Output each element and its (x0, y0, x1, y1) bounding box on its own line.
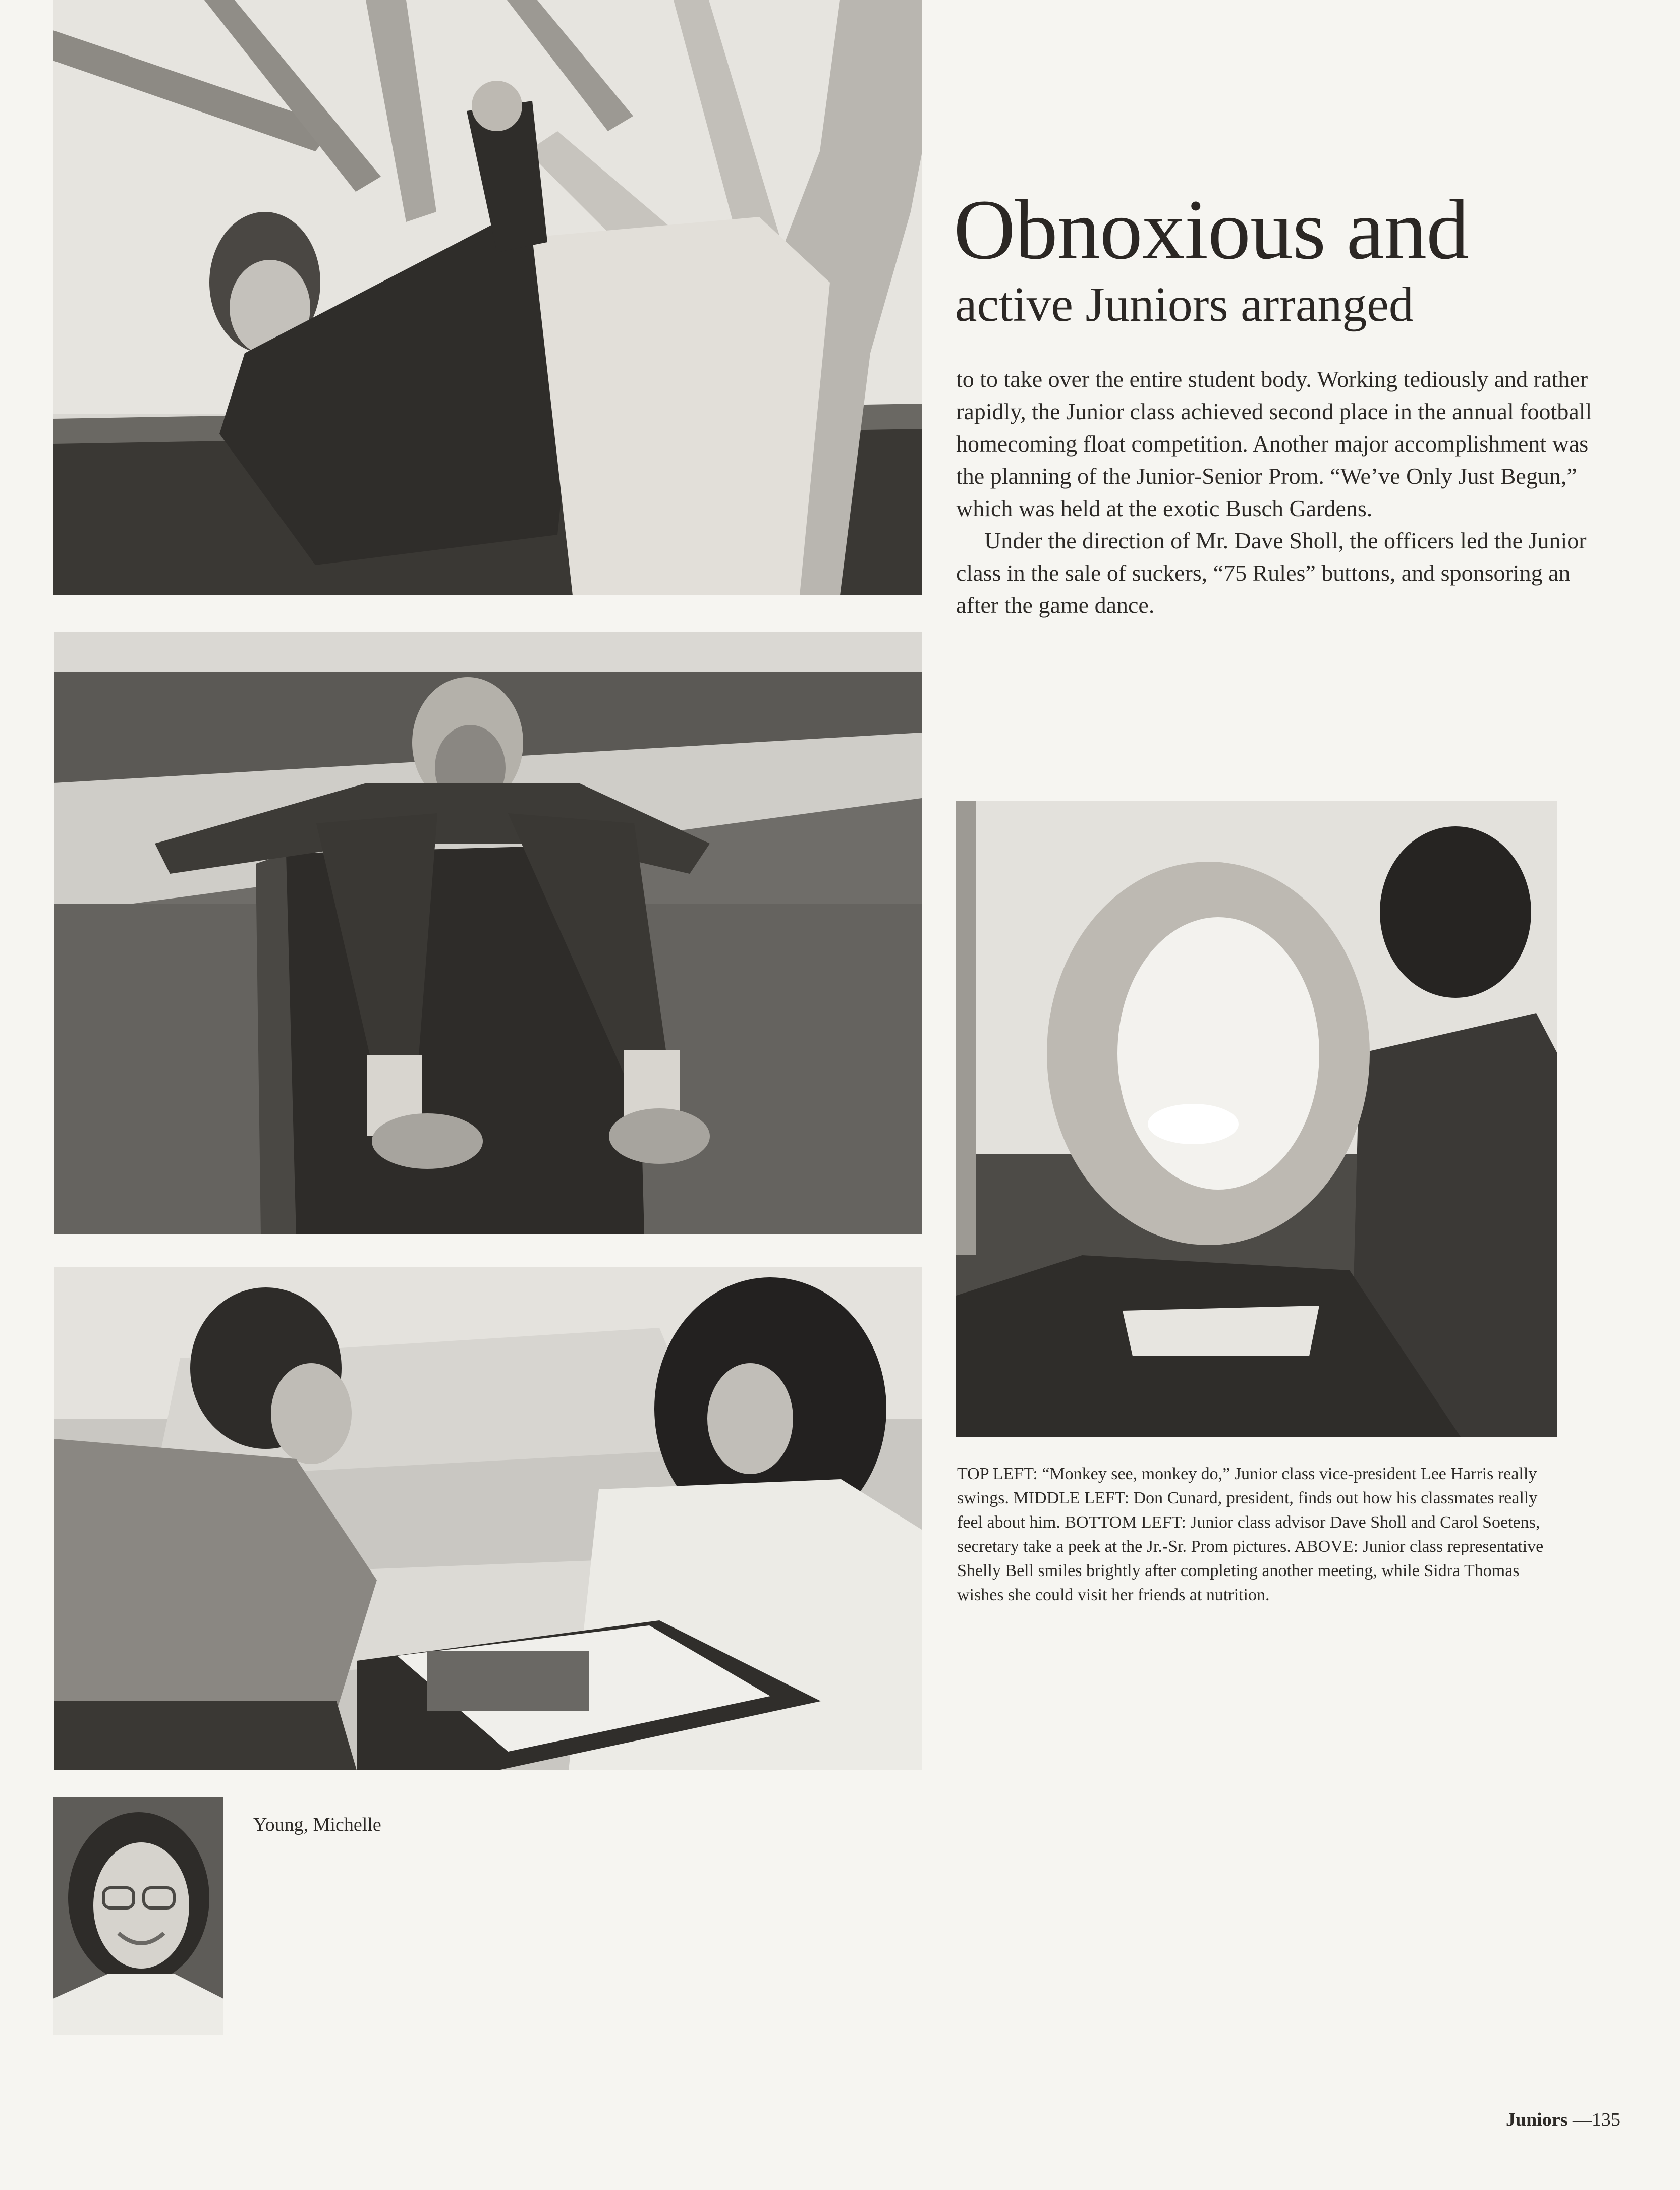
folio-separator: — (1572, 2109, 1592, 2130)
photo-prom-pictures (54, 1267, 922, 1770)
portrait-photo (53, 1797, 223, 2035)
body-copy (956, 363, 1607, 622)
headline-sub: active Juniors arranged (955, 277, 1414, 332)
portrait-name: Young, Michelle (253, 1814, 381, 1835)
folio-section: Juniors (1506, 2109, 1568, 2130)
folio-page-number: 135 (1591, 2109, 1620, 2130)
headline-main: Obnoxious and (954, 182, 1469, 277)
photo-laughing-student (956, 801, 1557, 1437)
body-paragraph-1: to to take over the entire student body. Working tediously and rather rapidly, the Junior class achieved second place in the annual football homecoming float competition. Another major accomplishment was the planning of the Junior-Senior Prom. “We’ve Only Just Begun,” which was held at the exotic Busch Gardens. (956, 366, 1592, 521)
body-paragraph-2: Under the direction of Mr. Dave Sholl, the officers led the Junior class in the sale of suckers, “75 Rules” buttons, and sponsoring an after the game dance. (956, 528, 1587, 618)
photo-tree-climber (53, 0, 922, 595)
photo-caption: TOP LEFT: “Monkey see, monkey do,” Junior class vice-president Lee Harris really swings. MIDDLE LEFT: Don Cunard, president, finds out how his classmates really feel about him. BOTTOM LEFT: Junior class advisor Dave Sholl and Carol Soetens, secretary take a peek at the Jr.-Sr. Prom pictures. ABOVE: Junior class representative Shelly Bell smiles brightly after completing another meeting, while Sidra Thomas wishes she could visit her friends at nutrition. (957, 1465, 1544, 1604)
page-folio (1506, 2109, 1620, 2131)
photo-podium-sitter (54, 632, 922, 1234)
